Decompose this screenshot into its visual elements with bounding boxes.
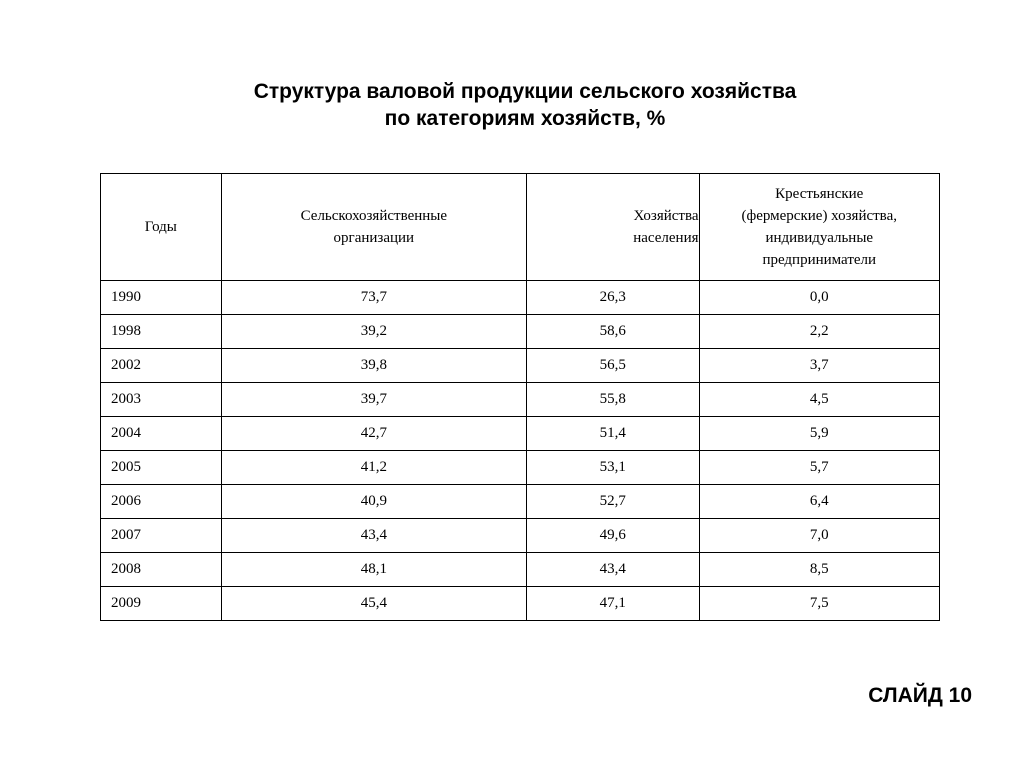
cell-population: 52,7 [526, 485, 699, 519]
cell-population: 51,4 [526, 417, 699, 451]
table-body [101, 281, 940, 621]
cell-organizations: 40,9 [221, 485, 526, 519]
cell-organizations: 39,7 [221, 383, 526, 417]
table-row [101, 383, 940, 417]
cell-population: 58,6 [526, 315, 699, 349]
cell-farms: 7,0 [699, 519, 939, 553]
cell-farms: 0,0 [699, 281, 939, 315]
cell-population: 56,5 [526, 349, 699, 383]
cell-organizations: 43,4 [221, 519, 526, 553]
table-header-row [101, 174, 940, 281]
cell-farms: 6,4 [699, 485, 939, 519]
cell-farms: 2,2 [699, 315, 939, 349]
cell-year: 2008 [101, 553, 222, 587]
cell-population: 53,1 [526, 451, 699, 485]
cell-population: 47,1 [526, 587, 699, 621]
cell-farms: 8,5 [699, 553, 939, 587]
table-row [101, 417, 940, 451]
agriculture-structure-table [100, 173, 940, 621]
cell-year: 1998 [101, 315, 222, 349]
cell-organizations: 41,2 [221, 451, 526, 485]
cell-organizations: 45,4 [221, 587, 526, 621]
cell-population: 26,3 [526, 281, 699, 315]
cell-year: 2007 [101, 519, 222, 553]
header-population-households: Хозяйства населения [526, 174, 699, 281]
cell-year: 2009 [101, 587, 222, 621]
table-row [101, 451, 940, 485]
cell-year: 2005 [101, 451, 222, 485]
cell-population: 49,6 [526, 519, 699, 553]
cell-farms: 4,5 [699, 383, 939, 417]
table-row [101, 349, 940, 383]
cell-population: 55,8 [526, 383, 699, 417]
slide-title-line-2: по категориям хозяйств, % [384, 107, 666, 130]
cell-farms: 5,7 [699, 451, 939, 485]
table-row [101, 519, 940, 553]
cell-farms: 5,9 [699, 417, 939, 451]
slide-title-line-1: Структура валовой продукции сельского хозяйства [253, 80, 797, 103]
slide-title [0, 78, 1024, 132]
cell-year: 2002 [101, 349, 222, 383]
table-row [101, 315, 940, 349]
header-organizations: Сельскохозяйственные организации [221, 174, 526, 281]
cell-farms: 3,7 [699, 349, 939, 383]
table-row [101, 485, 940, 519]
cell-organizations: 42,7 [221, 417, 526, 451]
cell-organizations: 39,2 [221, 315, 526, 349]
table-row [101, 281, 940, 315]
header-farms-entrepreneurs: Крестьянские (фермерские) хозяйства, индивидуальные предприниматели [699, 174, 939, 281]
cell-farms: 7,5 [699, 587, 939, 621]
cell-organizations: 48,1 [221, 553, 526, 587]
cell-population: 43,4 [526, 553, 699, 587]
cell-year: 1990 [101, 281, 222, 315]
cell-year: 2004 [101, 417, 222, 451]
cell-organizations: 39,8 [221, 349, 526, 383]
table-row [101, 587, 940, 621]
cell-year: 2003 [101, 383, 222, 417]
table-row [101, 553, 940, 587]
slide-number: СЛАЙД 10 [868, 684, 972, 707]
cell-organizations: 73,7 [221, 281, 526, 315]
header-years: Годы [101, 174, 222, 281]
cell-year: 2006 [101, 485, 222, 519]
